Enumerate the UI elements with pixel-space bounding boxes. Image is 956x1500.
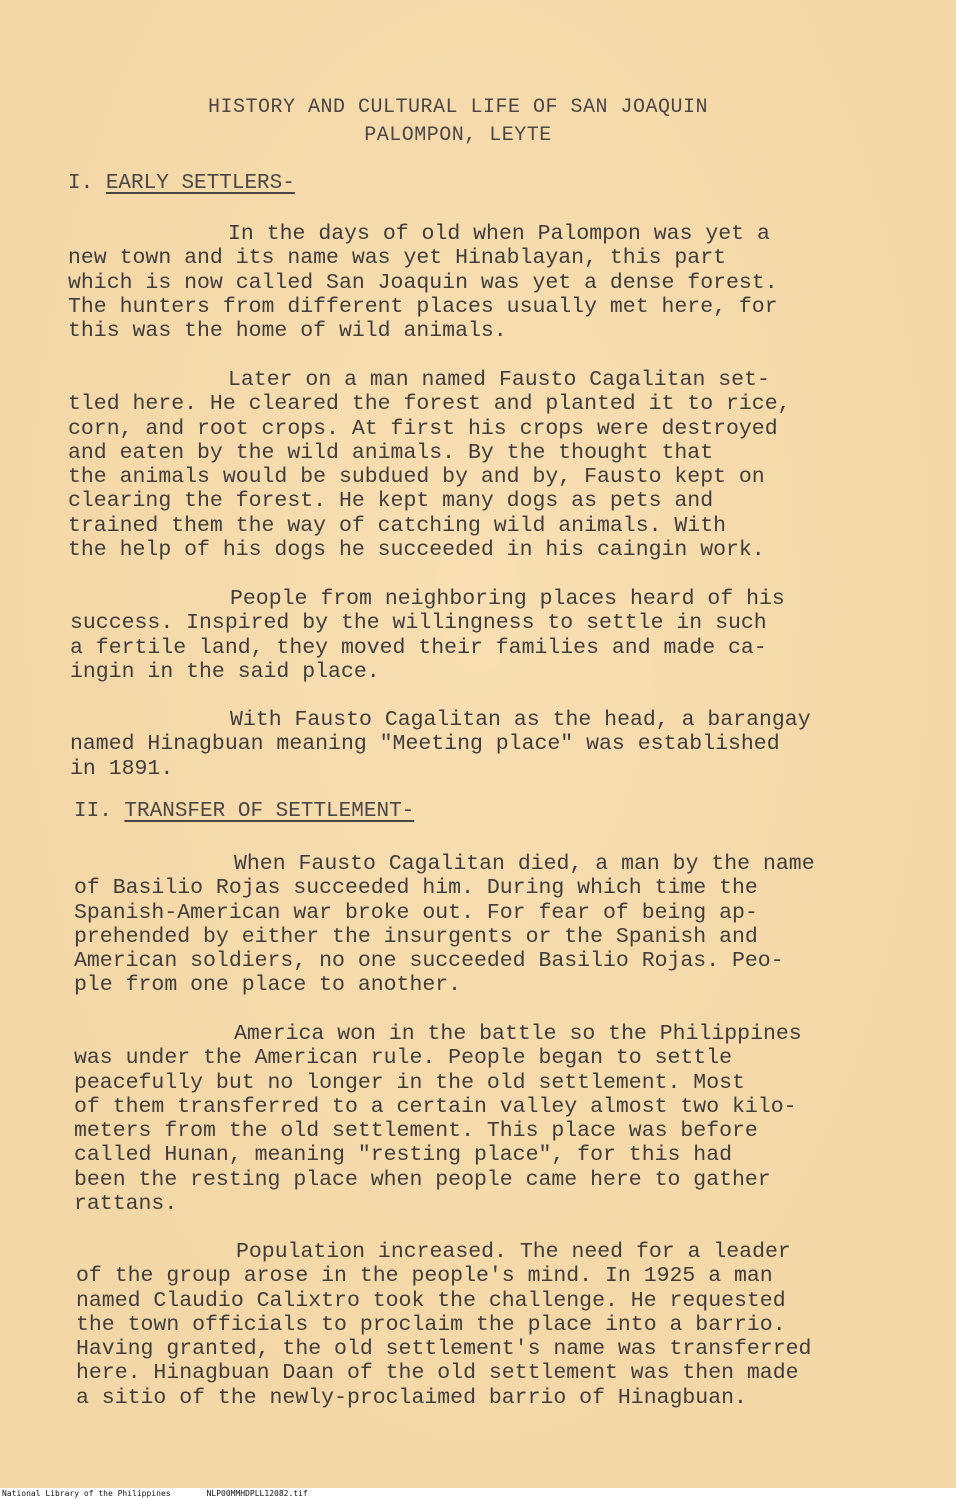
text-line: tled here. He cleared the forest and planted it to rice,: [68, 392, 791, 417]
text-line: ingin in the said place.: [70, 659, 380, 684]
section-title: EARLY SETTLERS-: [105, 172, 295, 195]
text-line: of them transferred to a certain valley almost two kilo-: [74, 1094, 797, 1119]
paragraph: [68, 222, 908, 343]
text-line: new town and its name was yet Hinablayan, this part: [68, 246, 727, 271]
text-line: Having granted, the old settlement's name was transferred: [76, 1337, 812, 1362]
text-line: was under the American rule. People began to settle: [74, 1046, 733, 1071]
text-line: meters from the old settlement. This place was before: [74, 1119, 758, 1144]
text-line: prehended by either the insurgents or the Spanish and: [74, 924, 758, 949]
text-line: trained them the way of catching wild animals. With: [68, 513, 727, 538]
text-line: American soldiers, no one succeeded Basilio Rojas. Peo-: [74, 949, 784, 974]
paragraph: [74, 1022, 914, 1216]
text-line: named Hinagbuan meaning "Meeting place" was established: [70, 732, 780, 757]
section-title: TRANSFER OF SETTLEMENT-: [124, 800, 415, 823]
text-line: named Claudio Calixtro took the challenge. He requested: [76, 1288, 786, 1313]
text-line: the animals would be subdued by and by, Fausto kept on: [68, 465, 765, 490]
text-line: and eaten by the wild animals. By the thought that: [68, 440, 714, 465]
section-number: II.: [74, 800, 112, 823]
footer-file-reference: NLP00MMHDPLL12082.tif: [206, 1489, 308, 1498]
text-line: The hunters from different places usually met here, for: [68, 294, 778, 319]
text-line: In the days of old when Palompon was yet a: [228, 222, 770, 246]
text-line: clearing the forest. He kept many dogs as pets and: [68, 489, 714, 514]
document-title: HISTORY AND CULTURAL LIFE OF SAN JOAQUIN: [207, 96, 709, 119]
text-line: corn, and root crops. At first his crops were destroyed: [68, 416, 778, 441]
paragraph: [74, 852, 914, 998]
paragraph: [70, 708, 910, 781]
document-subtitle: PALOMPON, LEYTE: [364, 124, 552, 147]
footer-institution: National Library of the Philippines: [2, 1489, 171, 1498]
text-line: America won in the battle so the Philippines: [234, 1022, 802, 1046]
text-line: success. Inspired by the willingness to settle in such: [70, 611, 767, 636]
scan-footer: [0, 1488, 956, 1500]
text-line: Later on a man named Fausto Cagalitan set-: [228, 368, 770, 392]
text-line: Population increased. The need for a leader: [236, 1240, 791, 1264]
text-line: been the resting place when people came here to gather: [74, 1167, 771, 1192]
section-number: I.: [68, 172, 94, 195]
text-line: When Fausto Cagalitan died, a man by the name: [234, 852, 815, 876]
text-line: in 1891.: [70, 756, 174, 781]
text-line: People from neighboring places heard of his: [230, 587, 785, 611]
text-line: the town officials to proclaim the place into a barrio.: [76, 1312, 786, 1337]
text-line: With Fausto Cagalitan as the head, a barangay: [230, 708, 811, 732]
text-line: of the group arose in the people's mind. In 1925 a man: [76, 1264, 773, 1289]
paragraph: [70, 587, 910, 684]
text-line: here. Hinagbuan Daan of the old settlement was then made: [76, 1361, 799, 1386]
section-heading-early-settlers: [68, 172, 295, 195]
text-line: rattans.: [74, 1192, 178, 1217]
paragraph: [76, 1240, 916, 1410]
text-line: peacefully but no longer in the old settlement. Most: [74, 1070, 745, 1095]
text-line: the help of his dogs he succeeded in his caingin work.: [68, 538, 765, 563]
text-line: called Hunan, meaning "resting place", for this had: [74, 1143, 733, 1168]
text-line: a fertile land, they moved their families and made ca-: [70, 635, 767, 660]
text-line: a sitio of the newly-proclaimed barrio of Hinagbuan.: [76, 1385, 747, 1410]
section-heading-transfer-of-settlement: [74, 800, 414, 823]
text-line: which is now called San Joaquin was yet a dense forest.: [68, 270, 778, 295]
text-line: ple from one place to another.: [74, 973, 462, 998]
text-line: this was the home of wild animals.: [68, 319, 507, 344]
text-line: Spanish-American war broke out. For fear of being ap-: [74, 900, 758, 925]
paragraph: [68, 368, 908, 562]
text-line: of Basilio Rojas succeeded him. During which time the: [74, 876, 758, 901]
